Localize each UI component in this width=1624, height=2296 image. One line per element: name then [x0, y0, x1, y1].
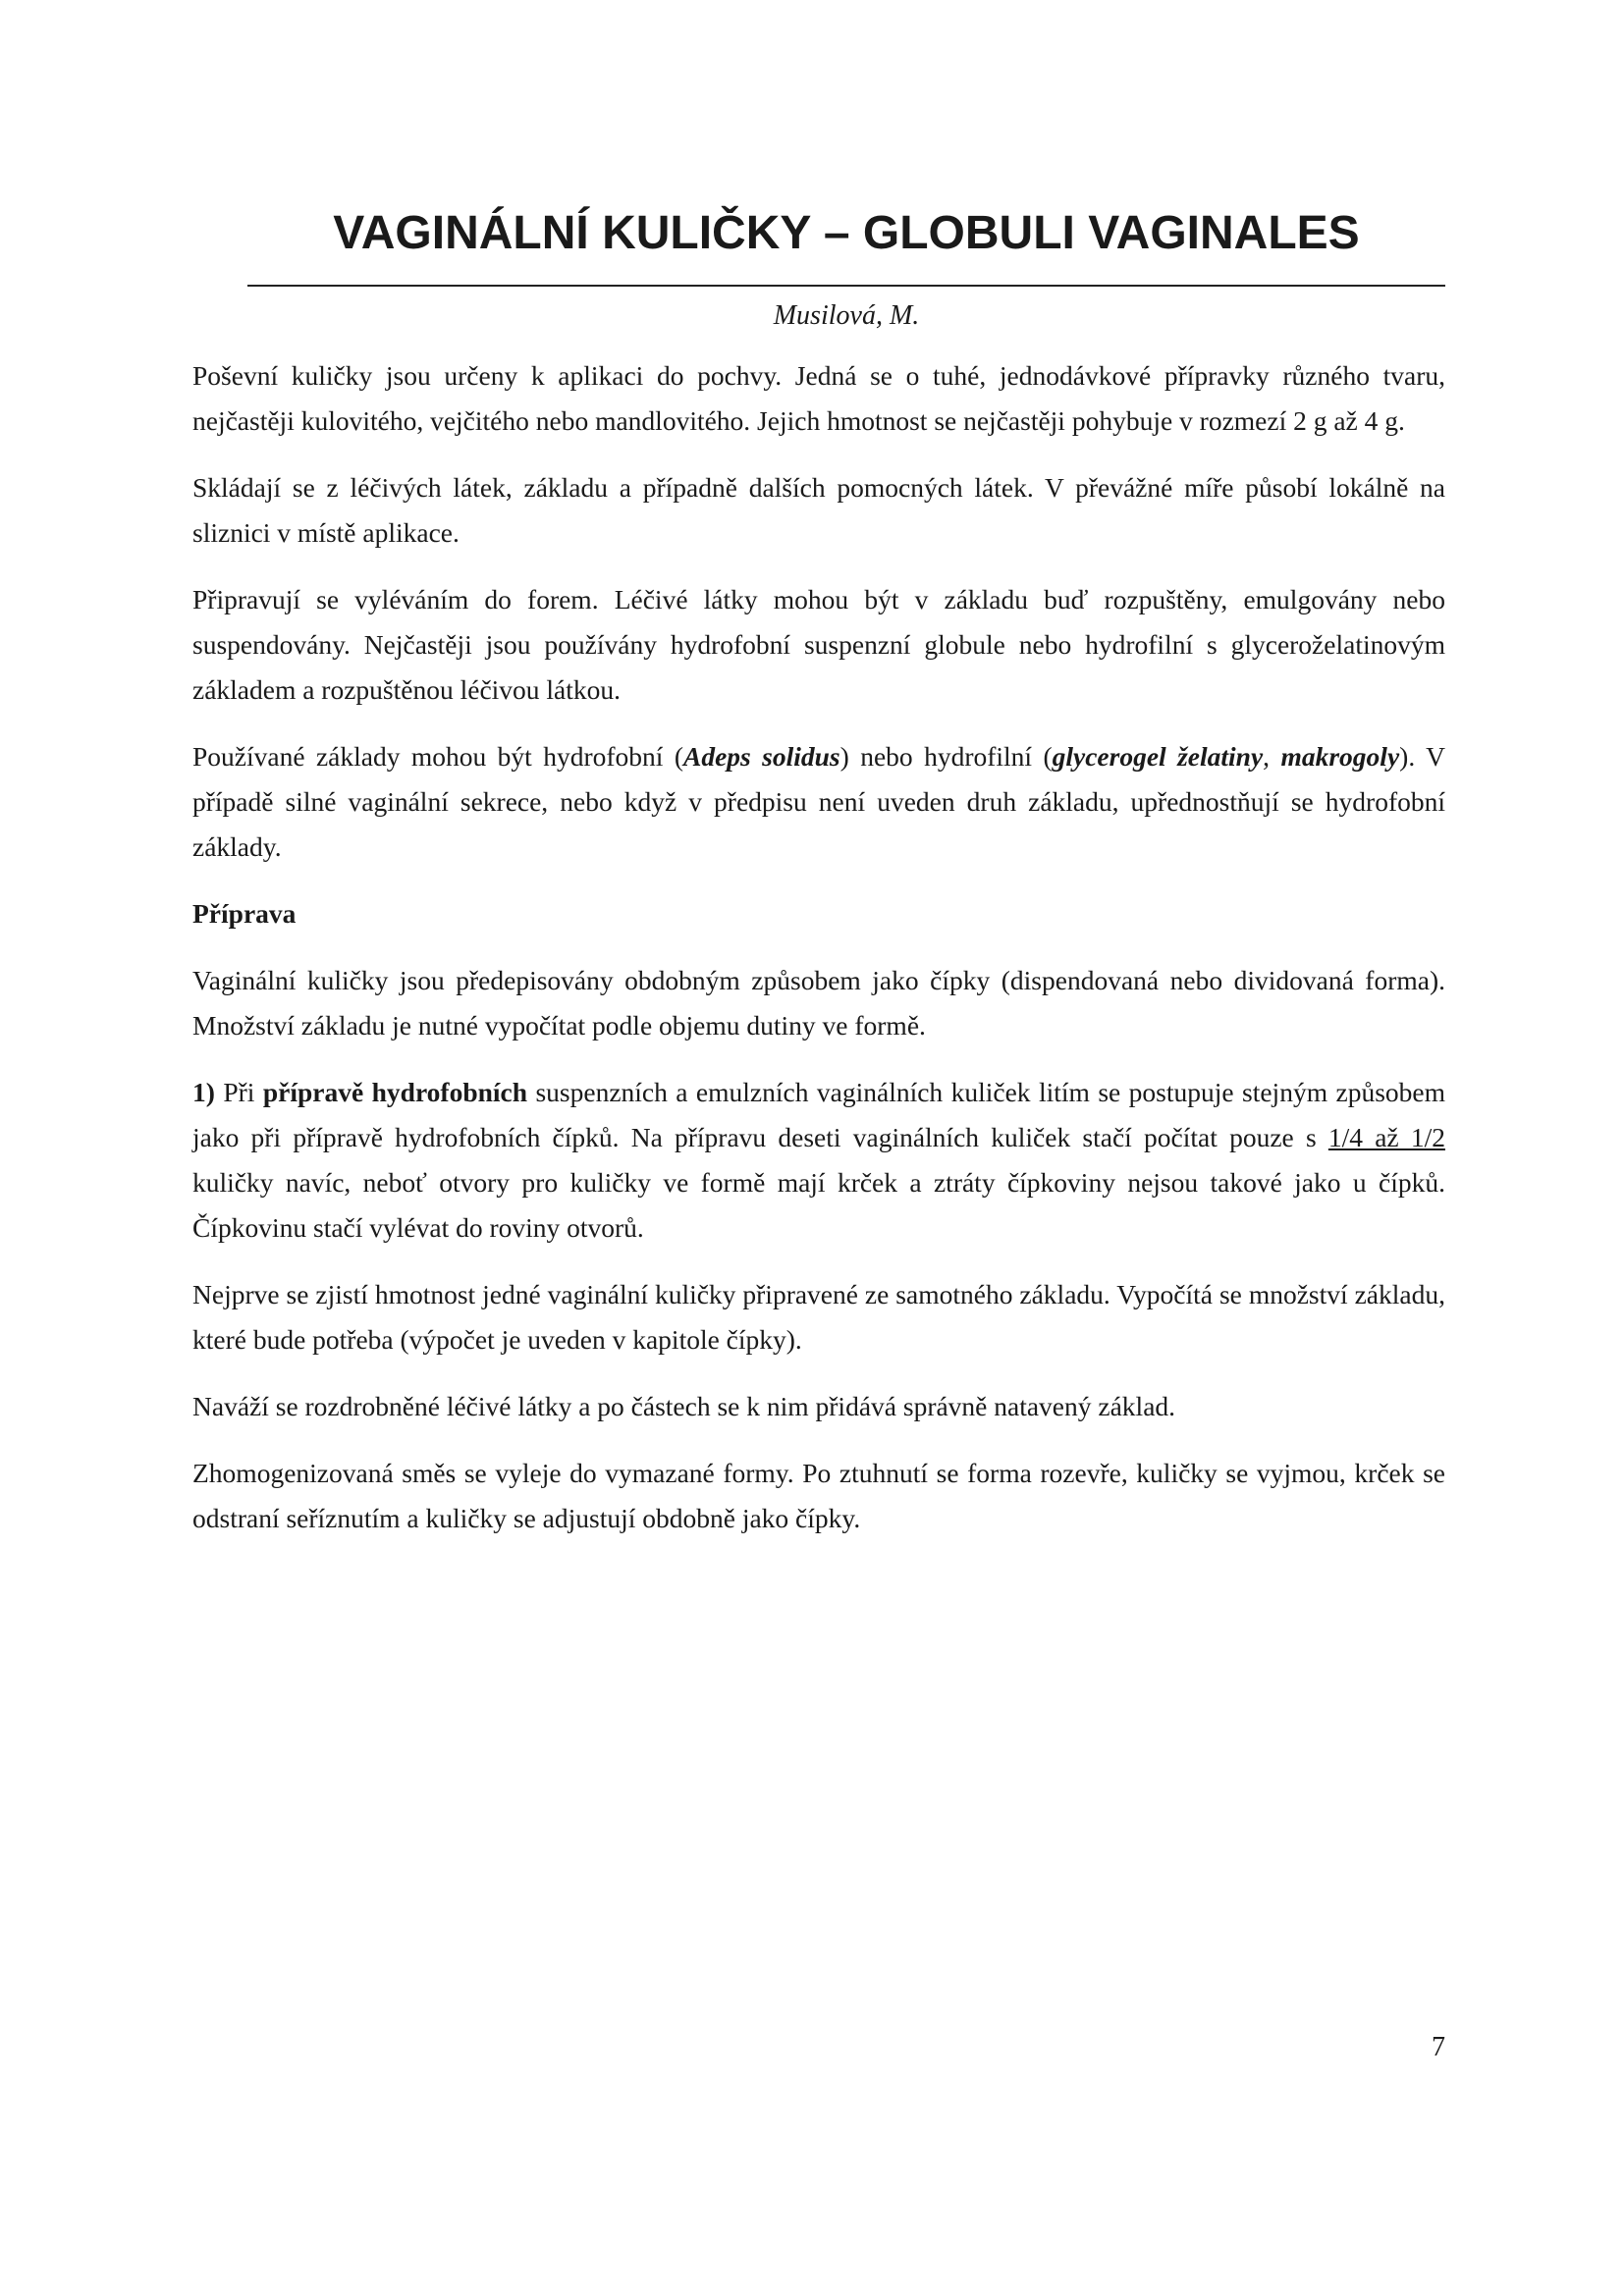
bases-text-c: ) nebo hydrofilní ( — [839, 741, 1053, 772]
paragraph-intro: Poševní kuličky jsou určeny k aplikaci do pochvy. Jedná se o tuhé, jednodávkové přípravky různého tvaru, nejčastěji kulovitého, vejčitého nebo mandlovitého. Jejich hmotnost se nejčastěji pohybuje v rozmezí 2 g až 4 g. — [192, 360, 1445, 436]
hydrophobic-emphasis: přípravě hydrofobních — [262, 1077, 528, 1107]
section-heading-priprava: Příprava — [192, 898, 297, 929]
page-title: VAGINÁLNÍ KULIČKY – GLOBULI VAGINALES — [333, 207, 1360, 259]
bases-adeps-solidus: Adeps solidus — [683, 741, 840, 772]
bases-text-g: ). V případě silné vaginální sekrece, nebo když v předpisu není uveden druh základu, upřednostňují se hydrofobní základy. — [192, 741, 1445, 862]
paragraph-prescription: Vaginální kuličky jsou předepisovány obdobným způsobem jako čípky (dispendovaná nebo dividovaná forma). Množství základu je nutné vypočítat podle objemu dutiny ve formě. — [192, 965, 1445, 1041]
paragraph-preparation-method: Připravují se vyléváním do forem. Léčivé látky mohou být v základu buď rozpuštěny, emulgovány nebo suspendovány. Nejčastěji jsou používány hydrofobní suspenzní globule nebo hydrofilní s glyceroželatinovým základem a rozpuštěnou léčivou látkou. — [192, 584, 1445, 705]
author-line: Musilová, M. — [773, 300, 920, 331]
bases-makrogoly: makrogoly — [1280, 741, 1400, 772]
page-number: 7 — [1432, 2032, 1445, 2062]
bases-text-e: , — [1263, 741, 1281, 772]
paragraph-hydrophobic — [192, 1070, 1445, 1251]
list-number-1: 1) — [192, 1077, 215, 1107]
hydrophobic-text-b: Při — [214, 1077, 263, 1107]
title-divider — [247, 285, 1445, 287]
hydrophobic-fraction: 1/4 až 1/2 — [1327, 1122, 1445, 1152]
bases-text-a: Používané základy mohou být hydrofobní ( — [192, 741, 683, 772]
body-text — [192, 353, 1445, 1563]
paragraph-weighing: Naváží se rozdrobněné léčivé látky a po částech se k nim přidává správně natavený základ. — [192, 1391, 1176, 1421]
paragraph-finishing: Zhomogenizovaná směs se vyleje do vymazané formy. Po ztuhnutí se forma rozevře, kuličky se vyjmou, krček se odstraní seříznutím a kuličky se adjustují obdobně jako čípky. — [192, 1458, 1445, 1533]
hydrophobic-text-d: suspenzních a emulzních vaginálních kuliček litím se postupuje stejným způsobem jako při přípravě hydrofobních čípků. Na přípravu deseti vaginálních kuliček stačí počítat pouze s — [192, 1077, 1446, 1152]
paragraph-bases — [192, 734, 1445, 870]
paragraph-composition: Skládají se z léčivých látek, základu a případně dalších pomocných látek. V převážné míře působí lokálně na sliznici v místě aplikace. — [192, 472, 1445, 548]
bases-glycerogel: glycerogel želatiny — [1052, 741, 1264, 772]
hydrophobic-text-f: kuličky navíc, neboť otvory pro kuličky ve formě mají krček a ztráty čípkoviny nejsou takové jako u čípků. Čípkovinu stačí vylévat do roviny otvorů. — [192, 1167, 1445, 1243]
paragraph-weight: Nejprve se zjistí hmotnost jedné vaginální kuličky připravené ze samotného základu. Vypočítá se množství základu, které bude potřeba (výpočet je uveden v kapitole čípky). — [192, 1279, 1445, 1355]
